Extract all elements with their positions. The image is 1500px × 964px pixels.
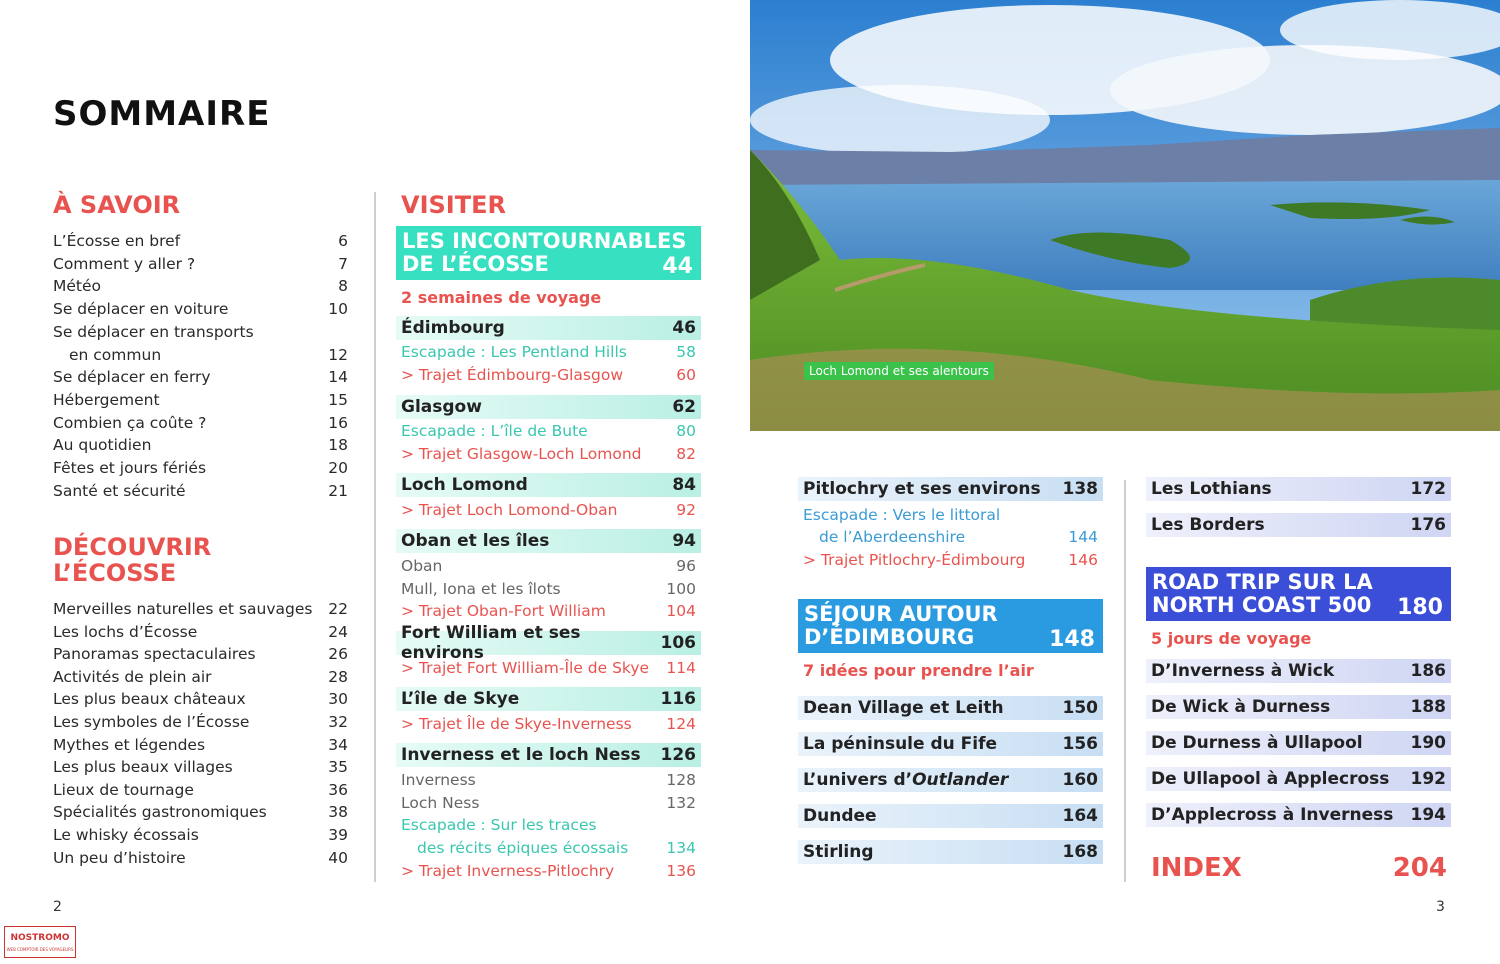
savoir-heading: À SAVOIR [53, 191, 181, 219]
entry-page: 192 [1410, 769, 1446, 789]
toc-entry[interactable] [53, 781, 348, 799]
entry-page: 104 [666, 602, 696, 620]
entry-label-italic: Outlander [912, 770, 1009, 790]
entry-page: 32 [328, 713, 348, 731]
entry-page: 194 [1410, 805, 1446, 825]
entry-page: 138 [1062, 479, 1098, 499]
entry-label: Merveilles naturelles et sauvages [53, 600, 313, 618]
destination-bar[interactable] [396, 529, 701, 553]
entry-label: Inverness [401, 771, 476, 789]
entry-page: 116 [660, 689, 696, 709]
destination-bar[interactable] [1146, 695, 1451, 719]
toc-entry[interactable] [53, 300, 348, 318]
entry-page: 39 [328, 826, 348, 844]
entry-label: Fort William et ses environs [401, 623, 581, 663]
entry-page: 146 [1068, 551, 1098, 569]
destination-bar[interactable] [798, 804, 1103, 828]
toc-entry[interactable] [53, 645, 348, 663]
destination-bar[interactable] [396, 743, 701, 767]
entry-label: L’univers d’Outlander [803, 770, 1009, 790]
destination-bar[interactable] [798, 732, 1103, 756]
entry-label: Escapade : Les Pentland Hills [401, 343, 627, 361]
destination-bar[interactable] [1146, 767, 1451, 791]
destination-bar[interactable] [798, 840, 1103, 864]
entry-page: 96 [676, 557, 696, 575]
entry-label: > Trajet Île de Skye-Inverness [401, 715, 632, 733]
entry-page: 100 [666, 580, 696, 598]
sejour-banner[interactable]: SÉJOUR AUTOUR D’ÉDIMBOURG 148 [798, 599, 1103, 653]
index-label: INDEX [1151, 853, 1242, 883]
toc-entry[interactable] [53, 346, 348, 364]
entry-label: Fêtes et jours fériés [53, 459, 207, 477]
destination-bar[interactable] [396, 395, 701, 419]
entry-page: 168 [1062, 842, 1098, 862]
entry-label: Se déplacer en ferry [53, 368, 211, 387]
entry-label: Le whisky écossais [53, 826, 199, 844]
entry-label: Pitlochry et ses environs [803, 479, 1041, 499]
entry-label: Les Lothians [1151, 479, 1272, 499]
index-row[interactable] [1151, 853, 1447, 883]
entry-page: 15 [328, 390, 348, 409]
entry-page: 150 [1062, 698, 1098, 718]
sejour-tagline: 7 idées pour prendre l’air [803, 661, 1034, 680]
entry-page: 164 [1062, 806, 1098, 826]
entry-page: 26 [328, 645, 348, 664]
sub-entry[interactable] [396, 557, 701, 575]
sub-entry[interactable] [798, 528, 1103, 546]
entry-page: 40 [328, 848, 348, 867]
destination-bar[interactable] [1146, 659, 1451, 683]
entry-label: Un peu d’histoire [53, 848, 186, 867]
entry-label: Hébergement [53, 390, 160, 409]
sub-entry[interactable] [396, 602, 701, 620]
toc-entry[interactable] [53, 436, 348, 454]
entry-page: 14 [328, 368, 348, 387]
sub-entry[interactable] [396, 862, 701, 880]
sub-entry[interactable] [396, 501, 701, 519]
entry-page: 172 [1410, 479, 1446, 499]
entry-label: Les plus beaux châteaux [53, 690, 246, 709]
entry-page: 16 [328, 413, 348, 432]
entry-page: 46 [672, 318, 696, 338]
decouvrir-heading: DÉCOUVRIR L’ÉCOSSE [53, 533, 212, 587]
entry-label: Escapade : Vers le littoral [803, 506, 1001, 524]
toc-entry[interactable] [53, 736, 348, 754]
entry-page: 12 [328, 345, 348, 364]
entry-label: > Trajet Fort William-Île de Skye [401, 659, 650, 677]
entry-page: 160 [1062, 770, 1098, 790]
entry-page: 35 [328, 758, 348, 777]
sub-entry[interactable] [396, 659, 701, 677]
entry-page: 156 [1062, 734, 1098, 754]
entry-page: 28 [328, 667, 348, 686]
road-trip-tagline: 5 jours de voyage [1151, 629, 1312, 648]
index-page: 204 [1392, 853, 1447, 883]
entry-label: > Trajet Oban-Fort William [401, 602, 606, 620]
sub-entry[interactable] [396, 816, 701, 834]
sub-entry[interactable] [396, 794, 701, 812]
banner-page-number: 180 [1397, 595, 1443, 620]
entry-label: De Durness à Ullapool [1151, 733, 1363, 753]
entry-label: Au quotidien [53, 436, 152, 455]
entry-page: 124 [666, 715, 696, 733]
entry-page: 10 [328, 300, 348, 319]
entry-label: Se déplacer en transports [53, 322, 254, 341]
toc-entry[interactable] [53, 758, 348, 776]
entry-page: 7 [338, 254, 348, 273]
destination-bar[interactable] [396, 623, 701, 663]
entry-label: Comment y aller ? [53, 254, 196, 273]
entry-page: 30 [328, 690, 348, 709]
entry-page: 6 [338, 232, 348, 250]
destination-bar[interactable] [1146, 477, 1451, 501]
destination-bar[interactable] [798, 477, 1103, 501]
entry-label: Panoramas spectaculaires [53, 645, 256, 664]
toc-entry[interactable] [53, 368, 348, 386]
entry-label: D’Inverness à Wick [1151, 661, 1335, 681]
sub-entry[interactable] [396, 580, 701, 598]
entry-page: 176 [1410, 515, 1446, 535]
entry-label: Dundee [803, 806, 877, 826]
entry-page: 114 [666, 659, 696, 677]
toc-entry[interactable] [53, 713, 348, 731]
entry-page: 134 [666, 839, 696, 857]
entry-label: Se déplacer en voiture [53, 300, 229, 319]
page-number-right: 3 [1436, 899, 1445, 915]
nostromo-logo: NOSTROMO WEB COMPTOIR DES VOYAGEURS [4, 926, 76, 958]
entry-label: Oban et les îles [401, 531, 550, 551]
entry-page: 190 [1410, 733, 1446, 753]
banner-page-number: 44 [662, 254, 693, 279]
toc-entry[interactable] [53, 323, 348, 341]
entry-page: 36 [328, 780, 348, 799]
entry-label: La péninsule du Fife [803, 734, 998, 754]
entry-label: Mythes et légendes [53, 735, 206, 754]
entry-page: 94 [672, 531, 696, 551]
entry-page: 8 [338, 277, 348, 296]
entry-page: 62 [672, 397, 696, 417]
entry-page: 20 [328, 459, 348, 477]
entry-label: Météo [53, 277, 102, 296]
entry-page: 136 [666, 862, 696, 880]
entry-label: des récits épiques écossais [417, 839, 629, 857]
visiter-tagline: 2 semaines de voyage [401, 288, 602, 307]
page-number-left: 2 [53, 899, 62, 915]
entry-label: Dean Village et Leith [803, 698, 1004, 718]
visiter-heading: VISITER [401, 191, 506, 219]
toc-entry[interactable] [53, 849, 348, 867]
destination-bar[interactable] [798, 768, 1103, 792]
sub-entry[interactable] [798, 551, 1103, 569]
entry-label: L’île de Skye [401, 689, 520, 709]
entry-label: Santé et sécurité [53, 481, 186, 500]
entry-label: Escapade : Sur les traces [401, 816, 597, 834]
entry-page: 38 [328, 803, 348, 822]
entry-label: Combien ça coûte ? [53, 413, 207, 432]
toc-entry[interactable] [53, 668, 348, 686]
destination-bar[interactable] [1146, 731, 1451, 755]
entry-label: Les lochs d’Écosse [53, 622, 198, 641]
entry-label: De Ullapool à Applecross [1151, 769, 1390, 789]
entry-label: Glasgow [401, 397, 482, 417]
entry-label: Oban [401, 557, 443, 575]
entry-label: Les Borders [1151, 515, 1265, 535]
page-title: SOMMAIRE [53, 94, 271, 134]
entry-page: 186 [1410, 661, 1446, 681]
entry-page: 92 [676, 501, 696, 519]
entry-page: 22 [328, 600, 348, 618]
destination-bar[interactable] [1146, 513, 1451, 537]
toc-entry[interactable] [53, 459, 348, 477]
destination-bar[interactable] [798, 696, 1103, 720]
toc-entry[interactable] [53, 600, 348, 618]
destination-bar[interactable] [396, 687, 701, 711]
entry-label: > Trajet Loch Lomond-Oban [401, 501, 618, 519]
entry-label: Loch Ness [401, 794, 480, 812]
destination-bar[interactable] [396, 473, 701, 497]
sub-entry[interactable] [396, 715, 701, 733]
toc-entry[interactable] [53, 690, 348, 708]
entry-label: > Trajet Pitlochry-Édimbourg [803, 551, 1026, 569]
toc-entry[interactable] [53, 277, 348, 295]
entry-label: Mull, Iona et les îlots [401, 580, 561, 598]
road-trip-banner[interactable]: ROAD TRIP SUR LA NORTH COAST 500 180 [1146, 567, 1451, 621]
loch-lomond-photo [750, 0, 1500, 431]
sub-entry[interactable] [396, 422, 701, 440]
entry-page: 106 [660, 633, 696, 653]
entry-page: 21 [328, 481, 348, 500]
entry-label: Escapade : L’île de Bute [401, 422, 588, 440]
photo-caption: Loch Lomond et ses alentours [804, 362, 994, 380]
sub-entry[interactable] [396, 839, 701, 857]
entry-page: 58 [676, 343, 696, 361]
entry-label: Spécialités gastronomiques [53, 803, 267, 822]
entry-label: De Wick à Durness [1151, 697, 1331, 717]
toc-entry[interactable] [53, 414, 348, 432]
sub-entry[interactable] [396, 366, 701, 384]
toc-entry[interactable] [53, 232, 348, 250]
entry-label: en commun [69, 345, 162, 364]
entry-page: 132 [666, 794, 696, 812]
entry-page: 128 [666, 771, 696, 789]
entry-label: Les plus beaux villages [53, 758, 233, 777]
entry-page: 126 [660, 745, 696, 765]
toc-entry[interactable] [53, 255, 348, 273]
entry-page: 18 [328, 436, 348, 455]
entry-label: D’Applecross à Inverness [1151, 805, 1394, 825]
sub-entry[interactable] [798, 506, 1103, 524]
entry-label: Lieux de tournage [53, 780, 194, 799]
incontournables-banner[interactable]: LES INCONTOURNABLES DE L’ÉCOSSE 44 [396, 226, 701, 280]
entry-label: de l’Aberdeenshire [819, 528, 966, 546]
entry-page: 188 [1410, 697, 1446, 717]
entry-page: 60 [676, 366, 696, 384]
entry-label: L’Écosse en bref [53, 232, 181, 250]
entry-label: Stirling [803, 842, 874, 862]
entry-page: 84 [672, 475, 696, 495]
column-divider [1124, 480, 1126, 882]
toc-entry[interactable] [53, 803, 348, 821]
sub-entry[interactable] [396, 771, 701, 789]
sub-entry[interactable] [396, 445, 701, 463]
entry-label: > Trajet Inverness-Pitlochry [401, 862, 615, 880]
entry-label: Édimbourg [401, 318, 505, 338]
banner-page-number: 148 [1049, 627, 1095, 652]
entry-label: Activités de plein air [53, 667, 212, 686]
destination-bar[interactable] [396, 316, 701, 340]
entry-page: 34 [328, 735, 348, 754]
entry-page: 144 [1068, 528, 1098, 546]
entry-label: Loch Lomond [401, 475, 528, 495]
destination-bar[interactable] [1146, 803, 1451, 827]
column-divider [374, 192, 376, 882]
toc-entry[interactable] [53, 826, 348, 844]
entry-label: > Trajet Édimbourg-Glasgow [401, 366, 623, 384]
toc-entry[interactable] [53, 623, 348, 641]
toc-entry[interactable] [53, 391, 348, 409]
entry-page: 24 [328, 622, 348, 641]
entry-page: 80 [676, 422, 696, 440]
sub-entry[interactable] [396, 343, 701, 361]
entry-page: 82 [676, 445, 696, 463]
toc-entry[interactable] [53, 482, 348, 500]
entry-label: Inverness et le loch Ness [401, 745, 641, 765]
entry-label: Les symboles de l’Écosse [53, 713, 250, 731]
entry-label: > Trajet Glasgow-Loch Lomond [401, 445, 642, 463]
